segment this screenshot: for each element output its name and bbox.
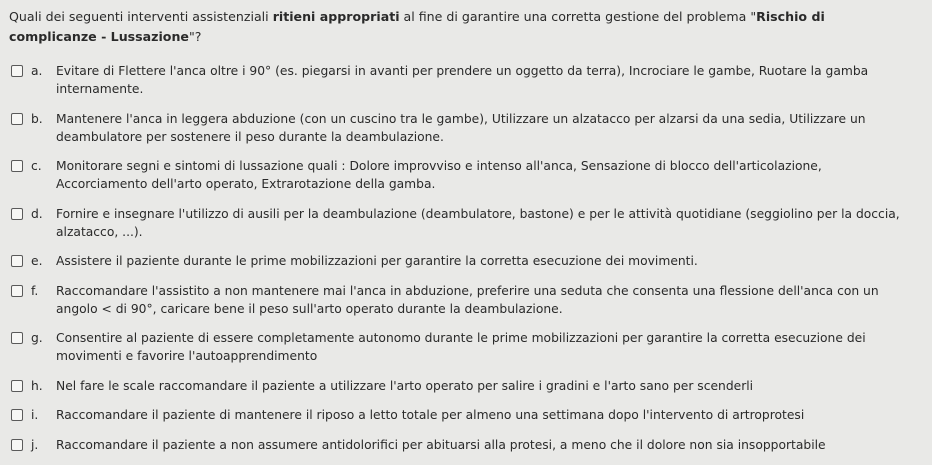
option-letter: a.	[31, 64, 43, 78]
question-problem: Rischio di complicanze - Lussazione	[9, 9, 825, 44]
option-text: Raccomandare il paziente di mantenere il riposo a letto totale per almeno una settimana dopo l'intervento di artroprotesi	[56, 408, 805, 422]
question-text	[9, 7, 914, 47]
checkbox-icon[interactable]	[11, 65, 23, 77]
checkbox-icon[interactable]	[11, 380, 23, 392]
option-letter: h.	[31, 378, 43, 393]
checkbox-icon[interactable]	[11, 160, 23, 172]
option-letter: i.	[31, 408, 39, 422]
option-g[interactable]	[0, 329, 932, 365]
question-prefix: Quali dei seguenti interventi assistenziali	[9, 9, 273, 24]
option-f[interactable]	[0, 282, 932, 318]
option-text: Evitare di Flettere l'anca oltre i 90° (es. piegarsi in avanti per prendere un oggetto da terra), Incrociare le gambe, Ruotare la gamba internamente.	[56, 64, 869, 96]
option-letter: c.	[31, 159, 42, 173]
option-text: Nel fare le scale raccomandare il paziente a utilizzare l'arto operato per salire i gradini e l'arto sano per scenderli	[56, 378, 754, 393]
option-i[interactable]	[0, 406, 932, 424]
question-suffix: "?	[188, 29, 202, 44]
question-emphasis: ritieni appropriati	[272, 9, 400, 24]
checkbox-icon[interactable]	[11, 332, 23, 344]
checkbox-icon[interactable]	[11, 439, 23, 451]
option-d[interactable]	[0, 205, 932, 241]
option-a[interactable]	[0, 62, 932, 98]
option-text: Raccomandare il paziente a non assumere antidolorifici per abituarsi alla protesi, a meno che il dolore non sia insopportabile	[56, 437, 826, 452]
checkbox-icon[interactable]	[11, 208, 23, 220]
option-text: Consentire al paziente di essere completamente autonomo durante le prime mobilizzazioni per garantire la corretta esecuzione dei movimenti e favorire l'autoapprendimento	[56, 331, 866, 363]
option-text: Monitorare segni e sintomi di lussazione quali : Dolore improvviso e intenso all'anca, Sensazione di blocco dell'articolazione, Accorciamento dell'arto operato, Extrarotazione della gamba.	[56, 159, 822, 191]
option-text: Raccomandare l'assistito a non mantenere mai l'anca in abduzione, preferire una seduta che consenta una flessione dell'anca con un angolo < di 90°, caricare bene il peso sull'arto operato durante la deambulazione.	[56, 283, 879, 316]
option-j[interactable]	[0, 436, 932, 454]
option-b[interactable]	[0, 110, 932, 146]
checkbox-icon[interactable]	[11, 409, 23, 421]
option-text: Mantenere l'anca in leggera abduzione (con un cuscino tra le gambe), Utilizzare un alzatacco per alzarsi da una sedia, Utilizzare un deambulatore per sostenere il peso durante la deambulazione.	[56, 111, 866, 144]
answer-options-list	[0, 62, 932, 465]
option-letter: d.	[31, 206, 43, 221]
option-letter: f.	[31, 283, 39, 298]
option-c[interactable]	[0, 157, 932, 193]
option-letter: b.	[31, 111, 43, 126]
option-letter: e.	[31, 254, 43, 268]
option-text: Fornire e insegnare l'utilizzo di ausili per la deambulazione (deambulatore, bastone) e per le attività quotidiane (seggiolino per la doccia, alzatacco, ...).	[56, 206, 900, 239]
option-letter: j.	[31, 437, 39, 452]
checkbox-icon[interactable]	[11, 255, 23, 267]
option-e[interactable]	[0, 252, 932, 270]
question-middle: al fine di garantire una corretta gestione del problema "	[399, 9, 757, 24]
checkbox-icon[interactable]	[11, 285, 23, 297]
option-text: Assistere il paziente durante le prime mobilizzazioni per garantire la corretta esecuzione dei movimenti.	[56, 254, 698, 268]
option-letter: g.	[31, 331, 43, 345]
checkbox-icon[interactable]	[11, 113, 23, 125]
option-h[interactable]	[0, 377, 932, 395]
